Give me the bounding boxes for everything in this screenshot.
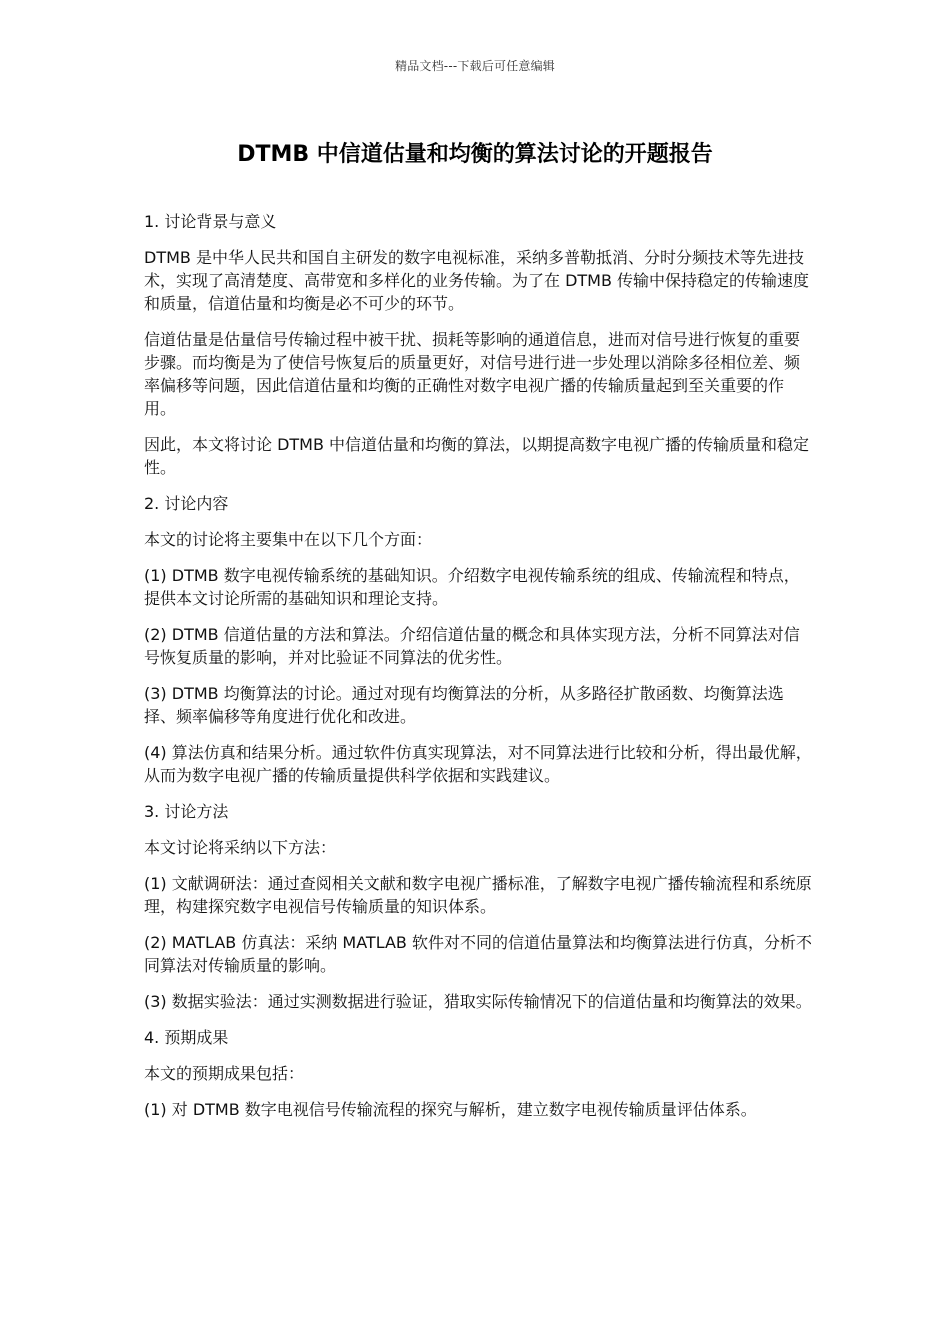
list-item: (3) 数据实验法：通过实测数据进行验证，猎取实际传输情况下的信道估量和均衡算法的效果。 <box>144 992 812 1011</box>
list-item: (3) DTMB 均衡算法的讨论。通过对现有均衡算法的分析，从多路径扩散函数、均衡算法选择、频率偏移等角度进行优化和改进。 <box>144 684 784 726</box>
paragraph: DTMB 是中华人民共和国自主研发的数字电视标准，采纳多普勒抵消、分时分频技术等先进技术，实现了高清楚度、高带宽和多样化的业务传输。为了在 DTMB 传输中保持稳定的传输速度和质量，信道估量和均衡是必不可少的环节。 <box>144 248 810 313</box>
paragraph: 本文的预期成果包括： <box>144 1064 305 1083</box>
paragraph: 本文讨论将采纳以下方法： <box>144 838 337 857</box>
paragraph: 信道估量是估量信号传输过程中被干扰、损耗等影响的通道信息，进而对信号进行恢复的重要步骤。而均衡是为了使信号恢复后的质量更好，对信号进行进一步处理以消除多径相位差、频率偏移等问题，因此信道估量和均衡的正确性对数字电视广播的传输质量起到至关重要的作用。 <box>144 330 801 418</box>
section-heading-results: 4. 预期成果 <box>144 1028 229 1047</box>
document-title: DTMB 中信道估量和均衡的算法讨论的开题报告 <box>237 142 713 167</box>
section-heading-method: 3. 讨论方法 <box>144 802 229 821</box>
list-item: (4) 算法仿真和结果分析。通过软件仿真实现算法，对不同算法进行比较和分析，得出最优解，从而为数字电视广播的传输质量提供科学依据和实践建议。 <box>144 743 812 785</box>
document-body <box>144 210 812 1134</box>
list-item: (2) MATLAB 仿真法：采纳 MATLAB 软件对不同的信道估量算法和均衡算法进行仿真，分析不同算法对传输质量的影响。 <box>144 933 812 975</box>
section-heading-content: 2. 讨论内容 <box>144 494 229 513</box>
list-item: (1) 文献调研法：通过查阅相关文献和数字电视广播标准，了解数字电视广播传输流程和系统原理，构建探究数字电视信号传输质量的知识体系。 <box>144 874 812 916</box>
section-heading-background: 1. 讨论背景与意义 <box>144 212 277 231</box>
paragraph: 本文的讨论将主要集中在以下几个方面： <box>144 530 433 549</box>
list-item: (1) 对 DTMB 数字电视信号传输流程的探究与解析，建立数字电视传输质量评估体系。 <box>144 1100 757 1119</box>
header-note: 精品文档---下载后可任意编辑 <box>395 59 555 73</box>
paragraph: 因此，本文将讨论 DTMB 中信道估量和均衡的算法，以期提高数字电视广播的传输质量和稳定性。 <box>144 435 810 477</box>
list-item: (1) DTMB 数字电视传输系统的基础知识。介绍数字电视传输系统的组成、传输流程和特点，提供本文讨论所需的基础知识和理论支持。 <box>144 566 800 608</box>
list-item: (2) DTMB 信道估量的方法和算法。介绍信道估量的概念和具体实现方法，分析不同算法对信号恢复质量的影响，并对比验证不同算法的优劣性。 <box>144 625 800 667</box>
